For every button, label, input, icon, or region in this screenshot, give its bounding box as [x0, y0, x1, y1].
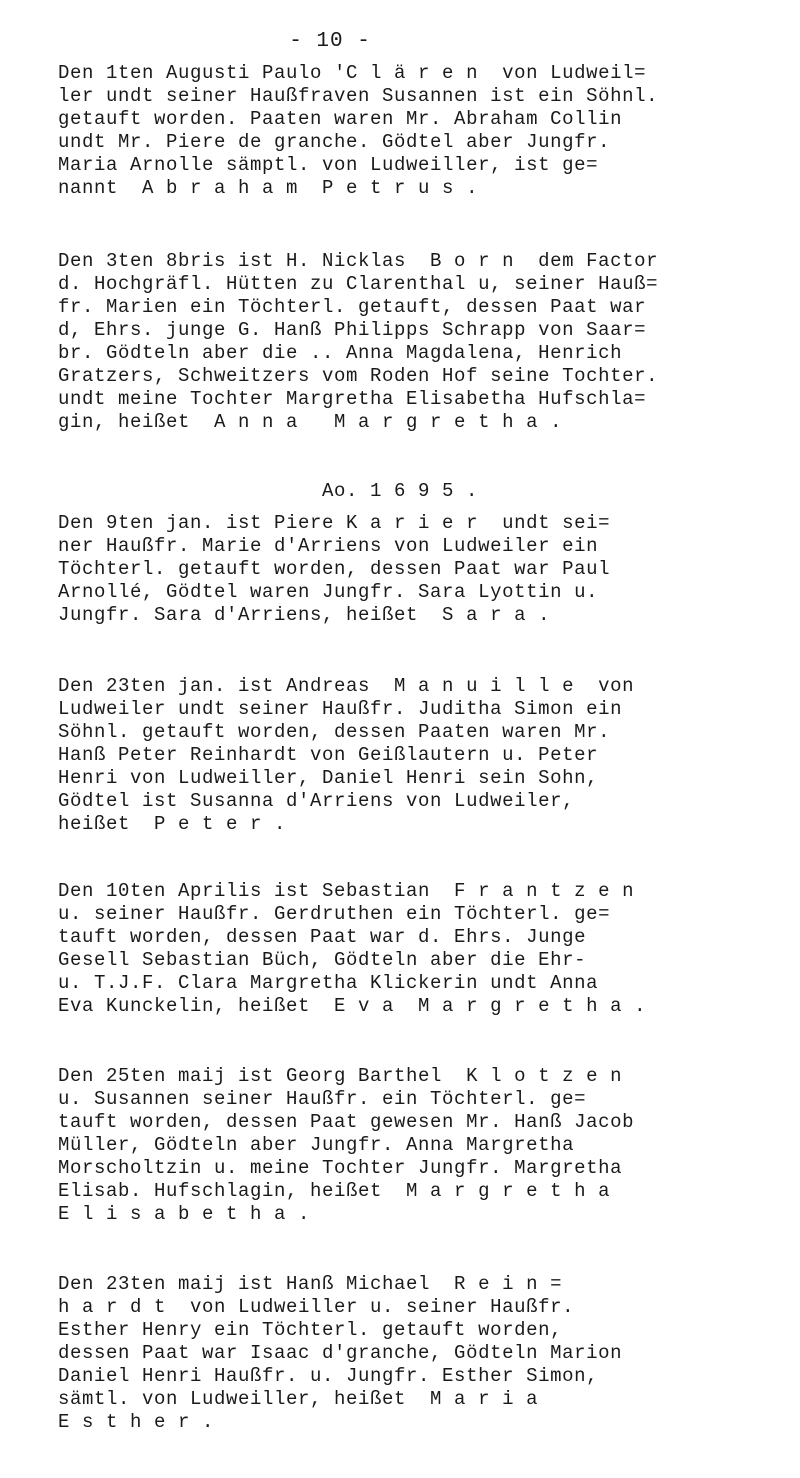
entry-line: Daniel Henri Haußfr. u. Jungfr. Esther Simon, — [58, 1365, 599, 1387]
entry-line: u. T.J.F. Clara Margretha Klickerin undt Anna — [58, 972, 599, 994]
entry-line: getauft worden. Paaten waren Mr. Abraham Collin — [58, 108, 623, 130]
entry-line: Ludweiler undt seiner Haußfr. Juditha Simon ein — [58, 698, 623, 720]
entry-line: u. seiner Haußfr. Gerdruthen ein Töchterl. ge= — [58, 903, 611, 925]
entry-line: Den 9ten jan. ist Piere K a r i e r undt sei= — [58, 512, 611, 534]
entry-line: undt Mr. Piere de granche. Gödtel aber Jungfr. — [58, 131, 611, 153]
entry-line: Den 1ten Augusti Paulo 'C l ä r e n von Ludweil= — [58, 62, 647, 84]
entry-line: fr. Marien ein Töchterl. getauft, dessen Paat war — [58, 296, 647, 318]
entry-line: undt meine Tochter Margretha Elisabetha Hufschla= — [58, 388, 647, 410]
entry-line: h a r d t von Ludweiller u. seiner Haußfr. — [58, 1296, 575, 1318]
entry-line: E l i s a b e t h a . — [58, 1203, 311, 1225]
entry-line: Elisab. Hufschlagin, heißet M a r g r e t h a — [58, 1180, 611, 1202]
entry-line: Hanß Peter Reinhardt von Geißlautern u. Peter — [58, 744, 599, 766]
entry-line: Eva Kunckelin, heißet E v a M a r g r e t h a . — [58, 995, 647, 1017]
entry-line: Müller, Gödteln aber Jungfr. Anna Margretha — [58, 1134, 575, 1156]
entry-line: gin, heißet A n n a M a r g r e t h a . — [58, 411, 563, 433]
entry-line: d. Hochgräfl. Hütten zu Clarenthal u, seiner Hauß= — [58, 273, 659, 295]
entry-line: u. Susannen seiner Haußfr. ein Töchterl. ge= — [58, 1088, 587, 1110]
entry-line: Söhnl. getauft worden, dessen Paaten waren Mr. — [58, 721, 611, 743]
entry-line: Maria Arnolle sämptl. von Ludweiller, ist ge= — [58, 154, 599, 176]
entry-line: Den 23ten jan. ist Andreas M a n u i l l e von — [58, 675, 635, 697]
entry-line: tauft worden, dessen Paat gewesen Mr. Hanß Jacob — [58, 1111, 635, 1133]
entry-line: heißet P e t e r . — [58, 813, 287, 835]
entry-line: dessen Paat war Isaac d'granche, Gödteln Marion — [58, 1342, 623, 1364]
entry-line: Jungfr. Sara d'Arriens, heißet S a r a . — [58, 604, 551, 626]
entry-line: Den 3ten 8bris ist H. Nicklas B o r n dem Factor — [58, 250, 659, 272]
entry-line: Den 25ten maij ist Georg Barthel K l o t z e n — [58, 1065, 623, 1087]
entry-line: tauft worden, dessen Paat war d. Ehrs. Junge — [58, 926, 587, 948]
year-heading: Ao. 1 6 9 5 . — [321, 480, 479, 502]
entry-line: Esther Henry ein Töchterl. getauft worden, — [58, 1319, 563, 1341]
entry-line: Arnollé, Gödtel waren Jungfr. Sara Lyottin u. — [58, 581, 599, 603]
entry-line: Den 10ten Aprilis ist Sebastian F r a n t z e n — [58, 880, 635, 902]
entry-line: ner Haußfr. Marie d'Arriens von Ludweiler ein — [58, 535, 599, 557]
entry-line: Gödtel ist Susanna d'Arriens von Ludweiler, — [58, 790, 575, 812]
entry-line: br. Gödteln aber die .. Anna Magdalena, Henrich — [58, 342, 623, 364]
entry-line: d, Ehrs. junge G. Hanß Philipps Schrapp von Saar= — [58, 319, 647, 341]
entry-line: ler undt seiner Haußfraven Susannen ist ein Söhnl. — [58, 85, 659, 107]
entry-line: nannt A b r a h a m P e t r u s . — [58, 177, 479, 199]
entry-line: Den 23ten maij ist Hanß Michael R e i n = — [58, 1273, 563, 1295]
page-number: - 10 - — [289, 30, 371, 53]
entry-line: Gratzers, Schweitzers vom Roden Hof seine Tochter. — [58, 365, 659, 387]
entry-line: Gesell Sebastian Büch, Gödteln aber die Ehr- — [58, 949, 587, 971]
entry-line: E s t h e r . — [58, 1411, 215, 1433]
entry-line: Töchterl. getauft worden, dessen Paat war Paul — [58, 558, 611, 580]
entry-line: sämtl. von Ludweiller, heißet M a r i a — [58, 1388, 539, 1410]
entry-line: Morscholtzin u. meine Tochter Jungfr. Margretha — [58, 1157, 623, 1179]
entry-line: Henri von Ludweiller, Daniel Henri sein Sohn, — [58, 767, 599, 789]
